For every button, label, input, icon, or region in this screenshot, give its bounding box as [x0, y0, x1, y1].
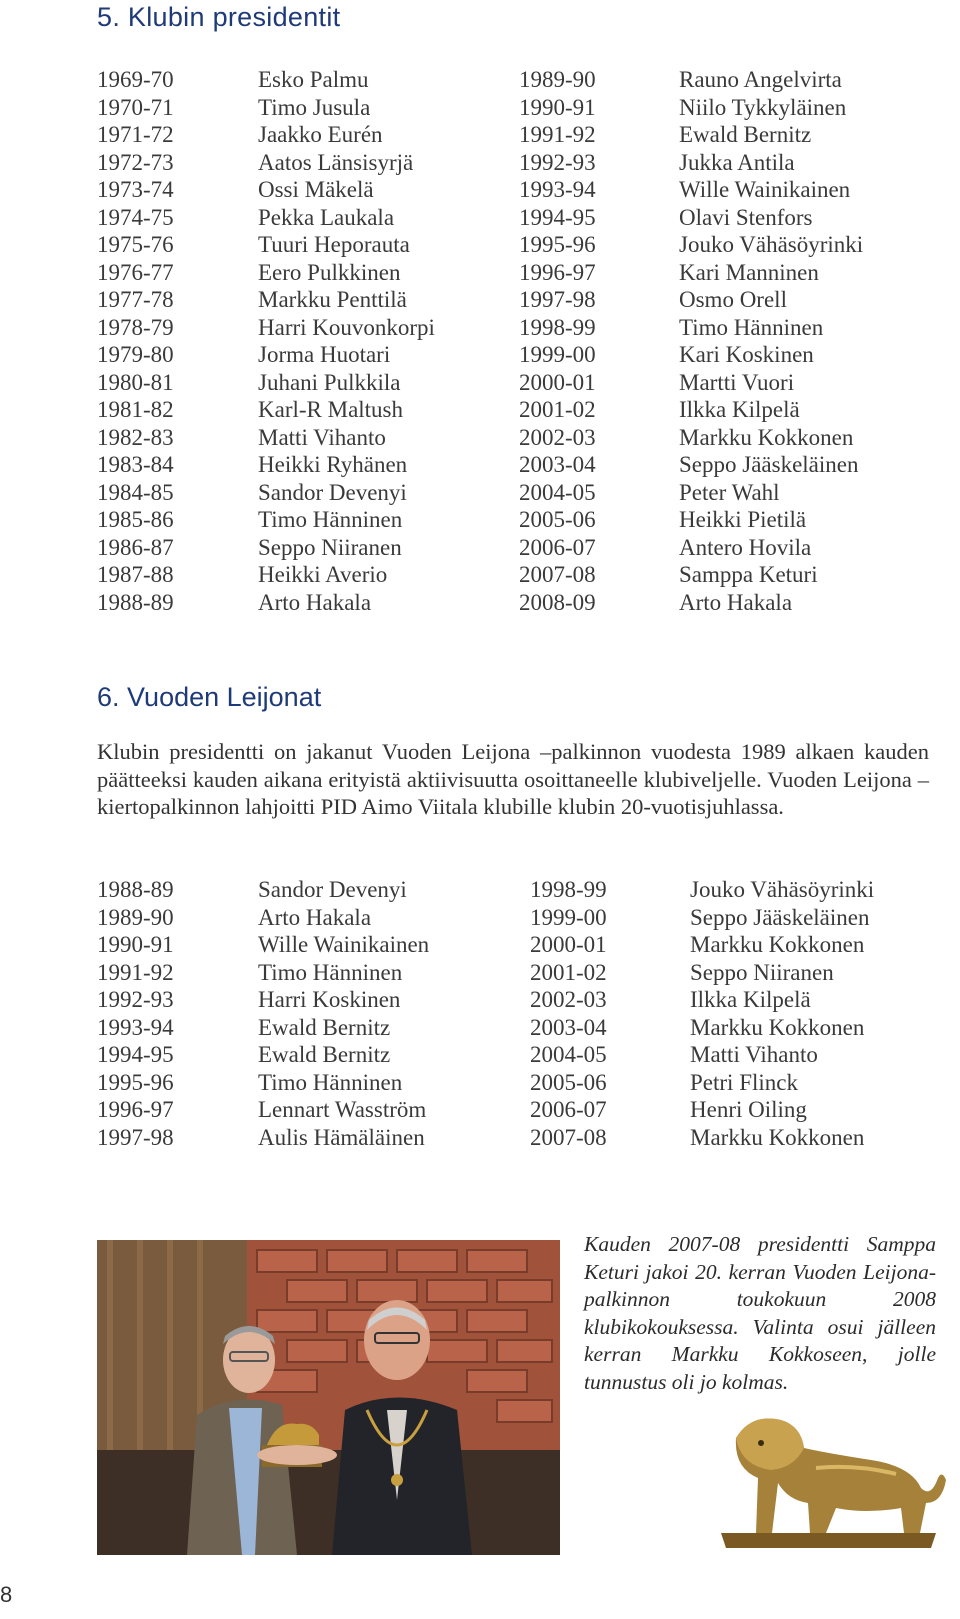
name-left: Aulis Hämäläinen	[258, 1124, 425, 1150]
name-left: Juhani Pulkkila	[258, 369, 401, 395]
name-right: Kari Koskinen	[679, 342, 814, 367]
table-row	[97, 121, 927, 149]
year-right: 2008-09	[519, 589, 596, 615]
name-right: Ewald Bernitz	[679, 122, 812, 147]
year-left: 1990-91	[97, 932, 174, 957]
name-left: Arto Hakala	[258, 589, 372, 615]
award-photo	[97, 1240, 560, 1555]
name-left: Timo Hänninen	[258, 507, 403, 532]
name-right: Seppo Niiranen	[690, 959, 834, 985]
table-row	[97, 986, 927, 1014]
name-right: Peter Wahl	[679, 479, 780, 505]
name-right: Rauno Angelvirta	[679, 67, 842, 92]
table-row	[97, 1014, 927, 1042]
table-row	[97, 479, 927, 507]
year-left: 1988-89	[97, 877, 174, 902]
year-right: 1990-91	[519, 94, 596, 120]
name-right: Martti Vuori	[679, 369, 795, 395]
table-row	[97, 341, 927, 369]
name-left: Eero Pulkkinen	[258, 259, 401, 285]
year-right: 2001-02	[519, 397, 596, 422]
year-left: 1986-87	[97, 534, 174, 560]
lion-trophy-image	[706, 1408, 948, 1554]
year-right: 1999-00	[530, 904, 607, 930]
year-right: 1996-97	[519, 259, 596, 285]
year-left: 1989-90	[97, 904, 174, 930]
name-left: Timo Hänninen	[258, 959, 403, 985]
table-row	[97, 424, 927, 452]
table-row	[97, 1124, 927, 1152]
year-left: 1980-81	[97, 369, 174, 395]
name-right: Henri Oiling	[690, 1097, 807, 1122]
page-number: 8	[0, 1582, 13, 1607]
table-row	[97, 561, 927, 589]
section-5-heading: 5. Klubin presidentit	[97, 2, 341, 32]
name-right: Jukka Antila	[679, 149, 795, 175]
name-left: Arto Hakala	[258, 904, 372, 930]
name-right: Seppo Jääskeläinen	[690, 904, 870, 930]
name-left: Matti Vihanto	[258, 424, 386, 450]
year-left: 1995-96	[97, 1069, 174, 1095]
year-left: 1973-74	[97, 177, 174, 202]
year-left: 1994-95	[97, 1042, 174, 1067]
year-left: 1996-97	[97, 1097, 174, 1122]
photo-caption: Kauden 2007-08 presidentti Samppa Keturi jakoi 20. kerran Vuoden Leijona-palkinnon toukokuun 2008 klubikokouksessa. Valinta osui jälleen kerran Markku Kokkoseen, jolle tunnustus oli jo kolmas.	[584, 1232, 936, 1394]
name-right: Osmo Orell	[679, 287, 787, 312]
name-right: Heikki Pietilä	[679, 507, 807, 532]
name-right: Markku Kokkonen	[690, 932, 865, 957]
year-right: 1998-99	[530, 877, 607, 902]
name-right: Antero Hovila	[679, 534, 812, 560]
name-right: Jouko Vähäsöyrinki	[690, 877, 875, 902]
table-row	[97, 931, 927, 959]
year-left: 1987-88	[97, 562, 174, 587]
table-row	[97, 534, 927, 562]
year-left: 1975-76	[97, 232, 174, 257]
table-row	[97, 286, 927, 314]
name-right: Jouko Vähäsöyrinki	[679, 232, 864, 257]
year-right: 2007-08	[519, 562, 596, 587]
year-right: 2000-01	[530, 932, 607, 957]
year-left: 1978-79	[97, 314, 174, 340]
table-row	[97, 396, 927, 424]
name-left: Markku Penttilä	[258, 287, 407, 312]
year-right: 1999-00	[519, 342, 596, 367]
section-6-number: 6.	[97, 682, 120, 712]
name-left: Timo Jusula	[258, 94, 371, 120]
name-right: Markku Kokkonen	[690, 1124, 865, 1150]
table-row	[97, 259, 927, 287]
year-right: 2001-02	[530, 959, 607, 985]
name-right: Petri Flinck	[690, 1069, 798, 1095]
name-right: Matti Vihanto	[690, 1042, 818, 1067]
table-row	[97, 451, 927, 479]
name-left: Aatos Länsisyrjä	[258, 149, 414, 175]
year-left: 1993-94	[97, 1014, 174, 1040]
table-row	[97, 369, 927, 397]
year-left: 1974-75	[97, 204, 174, 230]
year-right: 2000-01	[519, 369, 596, 395]
table-row	[97, 149, 927, 177]
year-left: 1982-83	[97, 424, 174, 450]
lion-of-year-table	[97, 876, 927, 1151]
year-right: 2005-06	[519, 507, 596, 532]
year-right: 1989-90	[519, 67, 596, 92]
year-left: 1997-98	[97, 1124, 174, 1150]
table-row	[97, 959, 927, 987]
year-left: 1981-82	[97, 397, 174, 422]
table-row	[97, 94, 927, 122]
name-left: Ewald Bernitz	[258, 1014, 391, 1040]
year-right: 1998-99	[519, 314, 596, 340]
year-right: 2003-04	[530, 1014, 607, 1040]
name-left: Heikki Ryhänen	[258, 452, 408, 477]
year-right: 2007-08	[530, 1124, 607, 1150]
table-row	[97, 204, 927, 232]
name-right: Samppa Keturi	[679, 562, 818, 587]
name-left: Karl-R Maltush	[258, 397, 404, 422]
year-right: 2004-05	[530, 1042, 607, 1067]
year-right: 2006-07	[530, 1097, 607, 1122]
name-left: Pekka Laukala	[258, 204, 395, 230]
year-left: 1988-89	[97, 589, 174, 615]
table-row	[97, 1041, 927, 1069]
table-row	[97, 1096, 927, 1124]
name-right: Niilo Tykkyläinen	[679, 94, 847, 120]
name-left: Ewald Bernitz	[258, 1042, 391, 1067]
year-right: 2002-03	[530, 987, 607, 1012]
year-right: 2003-04	[519, 452, 596, 477]
year-right: 2005-06	[530, 1069, 607, 1095]
year-left: 1969-70	[97, 67, 174, 92]
table-row	[97, 1069, 927, 1097]
name-left: Jaakko Eurén	[258, 122, 383, 147]
name-left: Sandor Devenyi	[258, 479, 407, 505]
name-left: Heikki Averio	[258, 562, 388, 587]
name-right: Markku Kokkonen	[679, 424, 854, 450]
name-left: Sandor Devenyi	[258, 877, 407, 902]
name-left: Jorma Huotari	[258, 342, 391, 367]
name-right: Ilkka Kilpelä	[690, 987, 811, 1012]
year-right: 1997-98	[519, 287, 596, 312]
year-left: 1992-93	[97, 987, 174, 1012]
year-right: 2004-05	[519, 479, 596, 505]
year-right: 2006-07	[519, 534, 596, 560]
year-left: 1985-86	[97, 507, 174, 532]
year-right: 1993-94	[519, 177, 596, 202]
year-left: 1977-78	[97, 287, 174, 312]
table-row	[97, 66, 927, 94]
section-6-heading	[97, 682, 321, 713]
year-left: 1971-72	[97, 122, 174, 147]
presidents-table	[97, 66, 927, 616]
table-row	[97, 589, 927, 617]
name-left: Timo Hänninen	[258, 1069, 403, 1095]
section-6-title: Vuoden Leijonat	[127, 682, 322, 712]
year-right: 2002-03	[519, 424, 596, 450]
name-right: Seppo Jääskeläinen	[679, 452, 859, 477]
name-right: Wille Wainikainen	[679, 177, 851, 202]
year-left: 1979-80	[97, 342, 174, 367]
name-left: Harri Koskinen	[258, 987, 401, 1012]
section-6-intro: Klubin presidentti on jakanut Vuoden Leijona –palkinnon vuodesta 1989 alkaen kauden päätteeksi kauden aikana erityistä aktiivisuutta osoittaneelle klubiveljelle. Vuoden Leijona –kiertopalkinnon lahjoitti PID Aimo Viitala klubille klubin 20-vuotisjuhlassa.	[97, 739, 929, 819]
name-right: Kari Manninen	[679, 259, 819, 285]
name-right: Markku Kokkonen	[690, 1014, 865, 1040]
name-left: Wille Wainikainen	[258, 932, 430, 957]
year-right: 1995-96	[519, 232, 596, 257]
year-left: 1976-77	[97, 259, 174, 285]
name-right: Olavi Stenfors	[679, 204, 813, 230]
year-left: 1972-73	[97, 149, 174, 175]
table-row	[97, 231, 927, 259]
name-right: Arto Hakala	[679, 589, 793, 615]
table-row	[97, 876, 927, 904]
year-left: 1983-84	[97, 452, 174, 477]
year-left: 1991-92	[97, 959, 174, 985]
table-row	[97, 314, 927, 342]
year-right: 1992-93	[519, 149, 596, 175]
year-right: 1994-95	[519, 204, 596, 230]
table-row	[97, 176, 927, 204]
name-left: Lennart Wasström	[258, 1097, 427, 1122]
year-left: 1970-71	[97, 94, 174, 120]
name-left: Harri Kouvonkorpi	[258, 314, 435, 340]
name-left: Ossi Mäkelä	[258, 177, 374, 202]
name-left: Esko Palmu	[258, 67, 369, 92]
table-row	[97, 904, 927, 932]
name-right: Timo Hänninen	[679, 314, 824, 340]
name-left: Tuuri Heporauta	[258, 232, 410, 257]
year-right: 1991-92	[519, 122, 596, 147]
name-right: Ilkka Kilpelä	[679, 397, 800, 422]
name-left: Seppo Niiranen	[258, 534, 402, 560]
table-row	[97, 506, 927, 534]
year-left: 1984-85	[97, 479, 174, 505]
